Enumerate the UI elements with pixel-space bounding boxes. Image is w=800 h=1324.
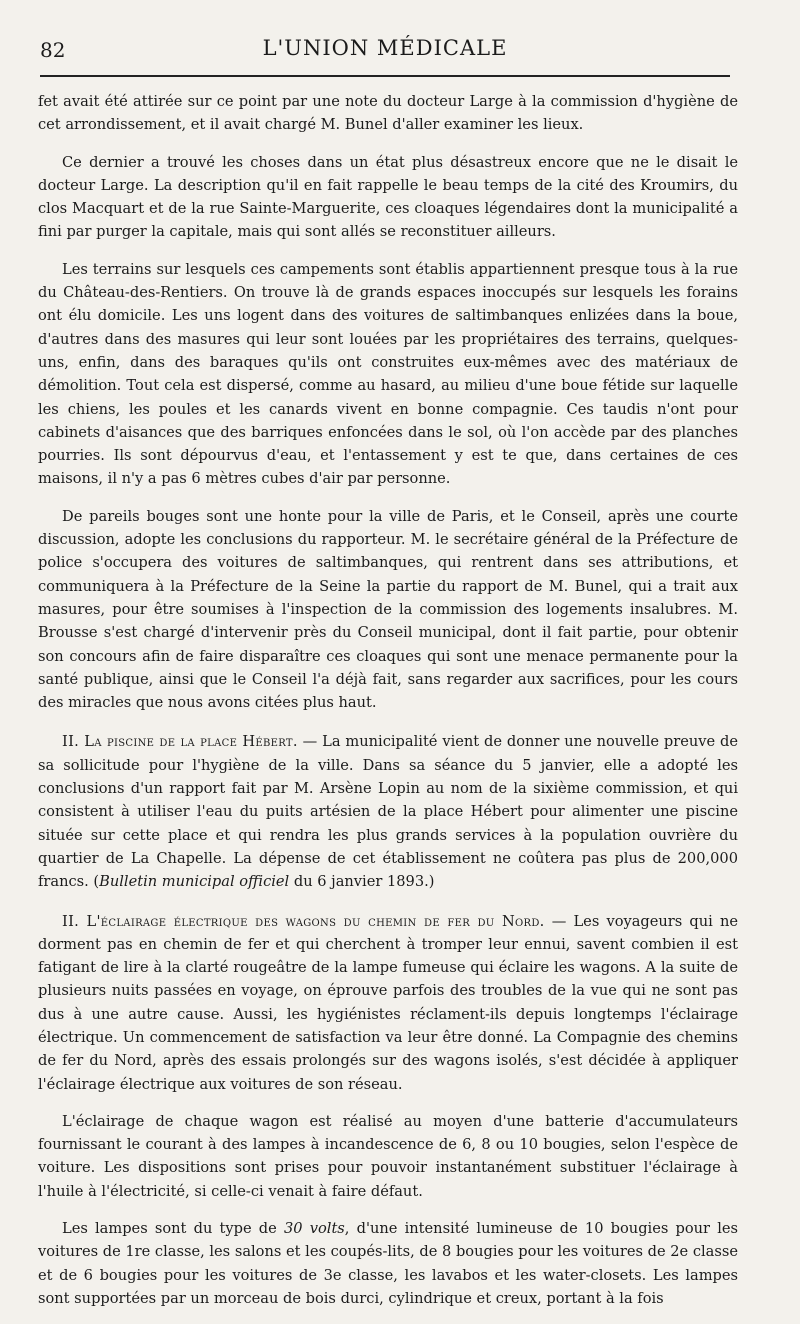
section-piscine (38, 730, 738, 893)
paragraph: De pareils bouges sont une honte pour la ville de Paris, et le Conseil, après une courte discussion, adopte les conclusions du rapporteur. M. le secrétaire général de la Préfecture de police s'occupera des voitures de saltimbanques, qui rentrent dans ses attributions, et communiquera à la Préfecture de la Seine la partie du rapport de M. Bunel, qui a trait aux masures, pour être soumises à l'inspection de la commission des logements insalubres. M. Brousse s'est chargé d'intervenir près du Conseil municipal, dont il fait partie, pour obtenir son concours afin de faire disparaître ces cloaques qui sont une menace permanente pour la santé publique, ainsi que le Conseil l'a déjà fait, sans regarder aux sacrifices, pour les cours des miracles que nous avons citées plus haut. (38, 507, 738, 712)
text-span: Les lampes sont du type de (62, 1220, 284, 1238)
paragraph: Les terrains sur lesquels ces campements sont établis appartiennent presque tous à la rue du Château-des-Rentiers. On trouve là de grands espaces inoccupés sur lesquels les forains ont élu domicile. Les uns logent dans des voitures de saltimbanques enlizées dans la boue, d'autres dans des masures qui leur sont louées par les propriétaires des terrains, quelques-uns, enfin, dans des baraques qu'ils ont construites eux-mêmes avec des matériaux de démolition. Tout cela est dispersé, comme au hasard, au milieu d'une boue fétide sur laquelle les chiens, les poules et les canards vivent en bonne compagnie. Ces taudis n'ont pour cabinets d'aisances que des barriques enfoncées dans le sol, où l'on accède par des planches pourries. Ils sont dépourvus d'eau, et l'entassement y est te que, dans certaines de ces maisons, il n'y a pas 6 mètres cubes d'air par personne. (38, 260, 738, 488)
text-span: , d'une intensité lumineuse de 10 bougies pour les voitures de 1re classe, les salons et les coupés-lits, de 8 bougies pour les voitures de 2e classe et de 6 bougies pour les voitures de 3e classe, les lavabos et les water-closets. Les lampes sont supportées par un morceau de bois durci, cylindrique et creux, portant à la fois (38, 1220, 739, 1307)
paragraph: L'éclairage de chaque wagon est réalisé au moyen d'une batterie d'accumulateurs fournissant le courant à des lampes à incandescence de 6, 8 ou 10 bougies, selon l'espèce de voiture. Les dispositions sont prises pour pouvoir instantanément substituer l'éclairage à l'huile à l'électricité, si celle-ci venait à faire défaut. (38, 1112, 738, 1200)
citation: Bulletin municipal officiel (99, 873, 290, 891)
page-number: 82 (40, 38, 66, 62)
running-title: L'UNION MÉDICALE (262, 36, 508, 60)
page-header (40, 34, 730, 74)
article-body (38, 90, 738, 1324)
paragraph: fet avait été attirée sur ce point par une note du docteur Large à la commission d'hygiène de cet arrondissement, et il avait chargé M. Bunel d'aller examiner les lieux. (38, 93, 738, 134)
section-heading: II. L'éclairage électrique des wagons du chemin de fer du Nord. (62, 912, 545, 930)
header-rule (40, 75, 730, 77)
section-heading: II. La piscine de la place Hébert. (62, 733, 298, 751)
citation-date: du 6 janvier 1893.) (289, 873, 435, 891)
paragraph-lamps (38, 1217, 738, 1310)
section-text: — La municipalité vient de donner une nouvelle preuve de sa sollicitude pour l'hygiène de la ville. Dans sa séance du 5 janvier, elle a adopté les conclusions d'un rapport fait par M. Arsène Lopin au nom de la sixième commission, et qui consistent à utiliser l'eau du puits artésien de la place Hébert pour alimenter une piscine située sur cette place et qui rendra les plus grands services à la population ouvrière du quartier de La Chapelle. La dépense de cet établissement ne coûtera pas plus de 200,000 francs. ( (38, 733, 739, 891)
volts-value: 30 volts (283, 1220, 345, 1238)
section-eclairage (38, 910, 738, 1096)
paragraph: Ce dernier a trouvé les choses dans un état plus désastreux encore que ne le disait le docteur Large. La description qu'il en fait rappelle le beau temps de la cité des Kroumirs, du clos Macquart et de la rue Sainte-Marguerite, ces cloaques légendaires dont la municipalité a fini par purger la capitale, mais qui sont allés se reconstituer ailleurs. (38, 153, 738, 241)
section-text: — Les voyageurs qui ne dorment pas en chemin de fer et qui cherchent à tromper leur ennui, savent combien il est fatigant de lire à la clarté rougeâtre de la lampe fumeuse qui éclaire les wagons. A la suite de plusieurs nuits passées en voyage, on éprouve parfois des troubles de la vue qui ne sont pas dus à une autre cause. Aussi, les hygiénistes réclament-ils depuis longtemps l'éclairage électrique. Un commencement de satisfaction va leur être donné. La Compagnie des chemins de fer du Nord, après des essais prolongés sur des wagons isolés, s'est décidée à appliquer l'éclairage électrique aux voitures de son réseau. (38, 912, 738, 1093)
